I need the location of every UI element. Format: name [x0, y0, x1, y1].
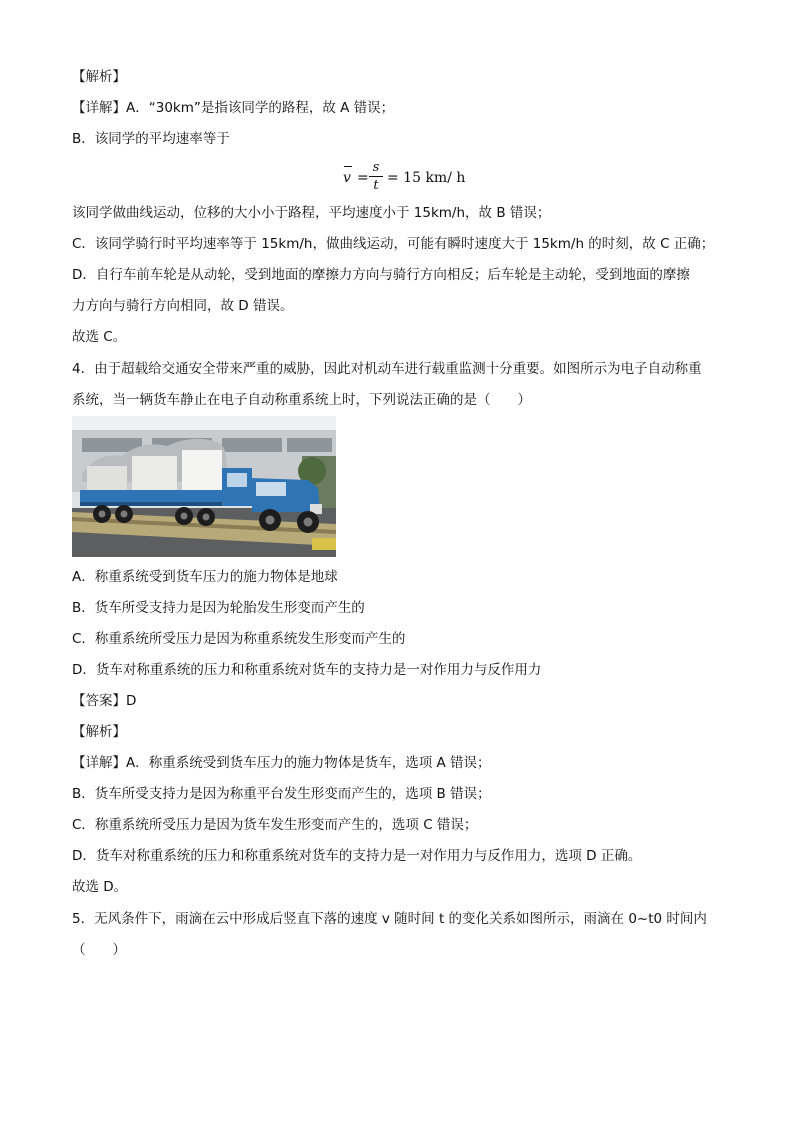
- question-5-text: 5．无风条件下，雨滴在云中形成后竖直下落的速度 v 随时间 t 的变化关系如图所示，雨滴在 0~t0 时间内: [72, 911, 707, 927]
- answer-conclusion: 故选 D。: [72, 879, 128, 895]
- option-c: C．称重系统所受压力是因为称重系统发生形变而产生的: [72, 631, 406, 647]
- option-d: D．货车对称重系统的压力和称重系统对货车的支持力是一对作用力与反作用力: [72, 662, 542, 678]
- text-line: 【详解】A．称重系统受到货车压力的施力物体是货车，选项 A 错误；: [72, 755, 491, 771]
- formula-equals: =: [357, 170, 369, 186]
- question-4-text: 4．由于超载给交通安全带来严重的威胁，因此对机动车进行载重监测十分重要。如图所示为电子自动称重: [72, 361, 702, 377]
- question-5-text: （ ）: [72, 942, 126, 958]
- formula-fraction: [369, 160, 383, 195]
- text-line: B．该同学的平均速率等于: [72, 131, 230, 147]
- formula-denominator: t: [373, 178, 379, 193]
- text-line: 该同学做曲线运动，位移的大小小于路程，平均速度小于 15km/h，故 B 错误；: [72, 205, 551, 221]
- formula-numerator: s: [372, 160, 380, 175]
- text-line: 【详解】A．“30km”是指该同学的路程，故 A 错误；: [72, 100, 395, 116]
- section-heading: 【解析】: [72, 69, 126, 85]
- answer-label: 【答案】D: [72, 693, 137, 709]
- text-line: C．该同学骑行时平均速率等于 15km/h，做曲线运动，可能有瞬时速度大于 15km/h 的时刻，故 C 正确；: [72, 236, 715, 252]
- formula-v-bar: [344, 166, 352, 167]
- text-line: D．自行车前车轮是从动轮，受到地面的摩擦力方向与骑行方向相反；后车轮是主动轮，受到地面的摩擦: [72, 267, 690, 283]
- text-line: 力方向与骑行方向相同，故 D 错误。: [72, 298, 294, 314]
- section-heading: 【解析】: [72, 724, 126, 740]
- truck-on-weighbridge-photo: [72, 416, 336, 557]
- text-line: C．称重系统所受压力是因为货车发生形变而产生的，选项 C 错误；: [72, 817, 478, 833]
- answer-conclusion: 故选 C。: [72, 329, 127, 345]
- formula-v: v: [343, 170, 351, 186]
- text-line: D．货车对称重系统的压力和称重系统对货车的支持力是一对作用力与反作用力，选项 D 正确。: [72, 848, 642, 864]
- formula-average-speed: [343, 160, 483, 200]
- formula-rhs: = 15 km/ h: [387, 170, 466, 186]
- option-a: A．称重系统受到货车压力的施力物体是地球: [72, 569, 338, 585]
- option-b: B．货车所受支持力是因为轮胎发生形变而产生的: [72, 600, 365, 616]
- question-4-text: 系统，当一辆货车静止在电子自动称重系统上时，下列说法正确的是（ ）: [72, 392, 531, 408]
- text-line: B．货车所受支持力是因为称重平台发生形变而产生的，选项 B 错误；: [72, 786, 491, 802]
